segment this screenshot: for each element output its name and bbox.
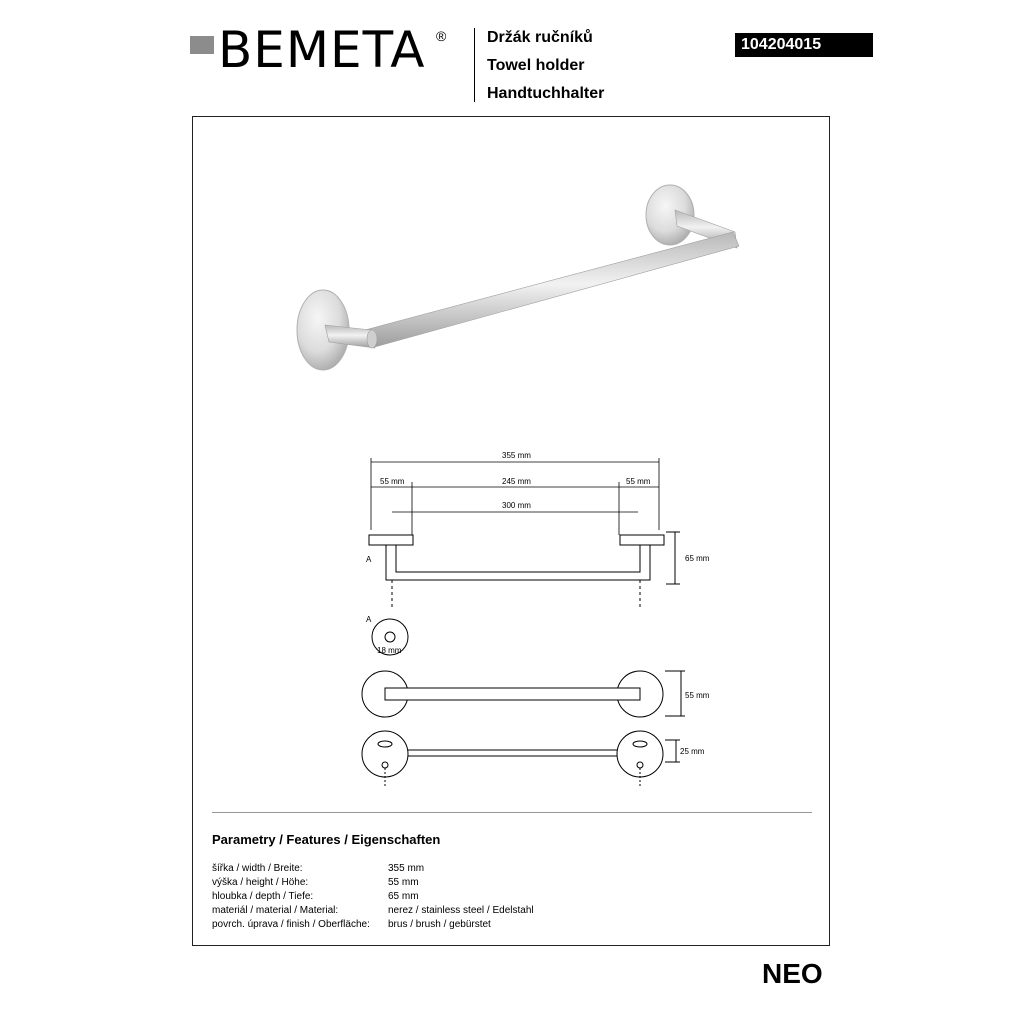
- series-name: NEO: [762, 958, 823, 989]
- towel-bar: [365, 232, 739, 348]
- feature-value: 65 mm: [388, 891, 419, 902]
- brand-name: BEMETA: [218, 21, 426, 79]
- side-view: [369, 532, 680, 610]
- brand-logo: [190, 21, 460, 79]
- title-german: Handtuchhalter: [487, 85, 605, 102]
- section-detail-label: A: [366, 615, 372, 624]
- section-tube: [385, 632, 395, 642]
- title-english: Towel holder: [487, 57, 585, 74]
- title-czech: Držák ručníků: [487, 29, 593, 46]
- features-heading: Parametry / Features / Eigenschaften: [212, 832, 441, 847]
- feature-value: 55 mm: [388, 877, 419, 888]
- dim-middle: 245 mm: [502, 477, 531, 486]
- bar-end: [367, 330, 377, 348]
- header-divider: [474, 28, 475, 102]
- feature-value: 355 mm: [388, 863, 425, 874]
- logo-mark: [190, 36, 214, 54]
- feature-row-depth: [212, 890, 772, 904]
- feature-label: povrch. úprava / finish / Oberfläche:: [212, 919, 370, 930]
- dim-rosette: 25 mm: [680, 747, 705, 756]
- section-marker: A: [366, 555, 372, 564]
- front-view: [362, 671, 685, 717]
- dim-right: 55 mm: [626, 477, 651, 486]
- mount-view: [362, 731, 680, 786]
- feature-row-finish: [212, 918, 772, 932]
- dim-depth: 65 mm: [685, 554, 710, 563]
- feature-label: šířka / width / Breite:: [212, 863, 303, 874]
- dim-height: 55 mm: [685, 691, 710, 700]
- product-code-badge: 104204015: [735, 33, 873, 57]
- feature-value: nerez / stainless steel / Edelstahl: [388, 905, 534, 916]
- dim-total: 355 mm: [502, 451, 531, 460]
- product-photo: [275, 180, 755, 400]
- feature-label: hloubka / depth / Tiefe:: [212, 891, 314, 902]
- dim-centers: 300 mm: [502, 501, 531, 510]
- feature-value: brus / brush / gebürstet: [388, 919, 491, 930]
- feature-label: výška / height / Höhe:: [212, 877, 309, 888]
- registered-mark: ®: [436, 28, 447, 44]
- technical-drawing: [340, 440, 740, 810]
- section-divider: [212, 812, 812, 813]
- dim-left: 55 mm: [380, 477, 405, 486]
- feature-row-material: [212, 904, 772, 918]
- feature-label: materiál / material / Material:: [212, 905, 339, 916]
- feature-row-height: [212, 876, 772, 890]
- dim-diameter: 18 mm: [377, 646, 402, 655]
- feature-row-width: [212, 862, 772, 876]
